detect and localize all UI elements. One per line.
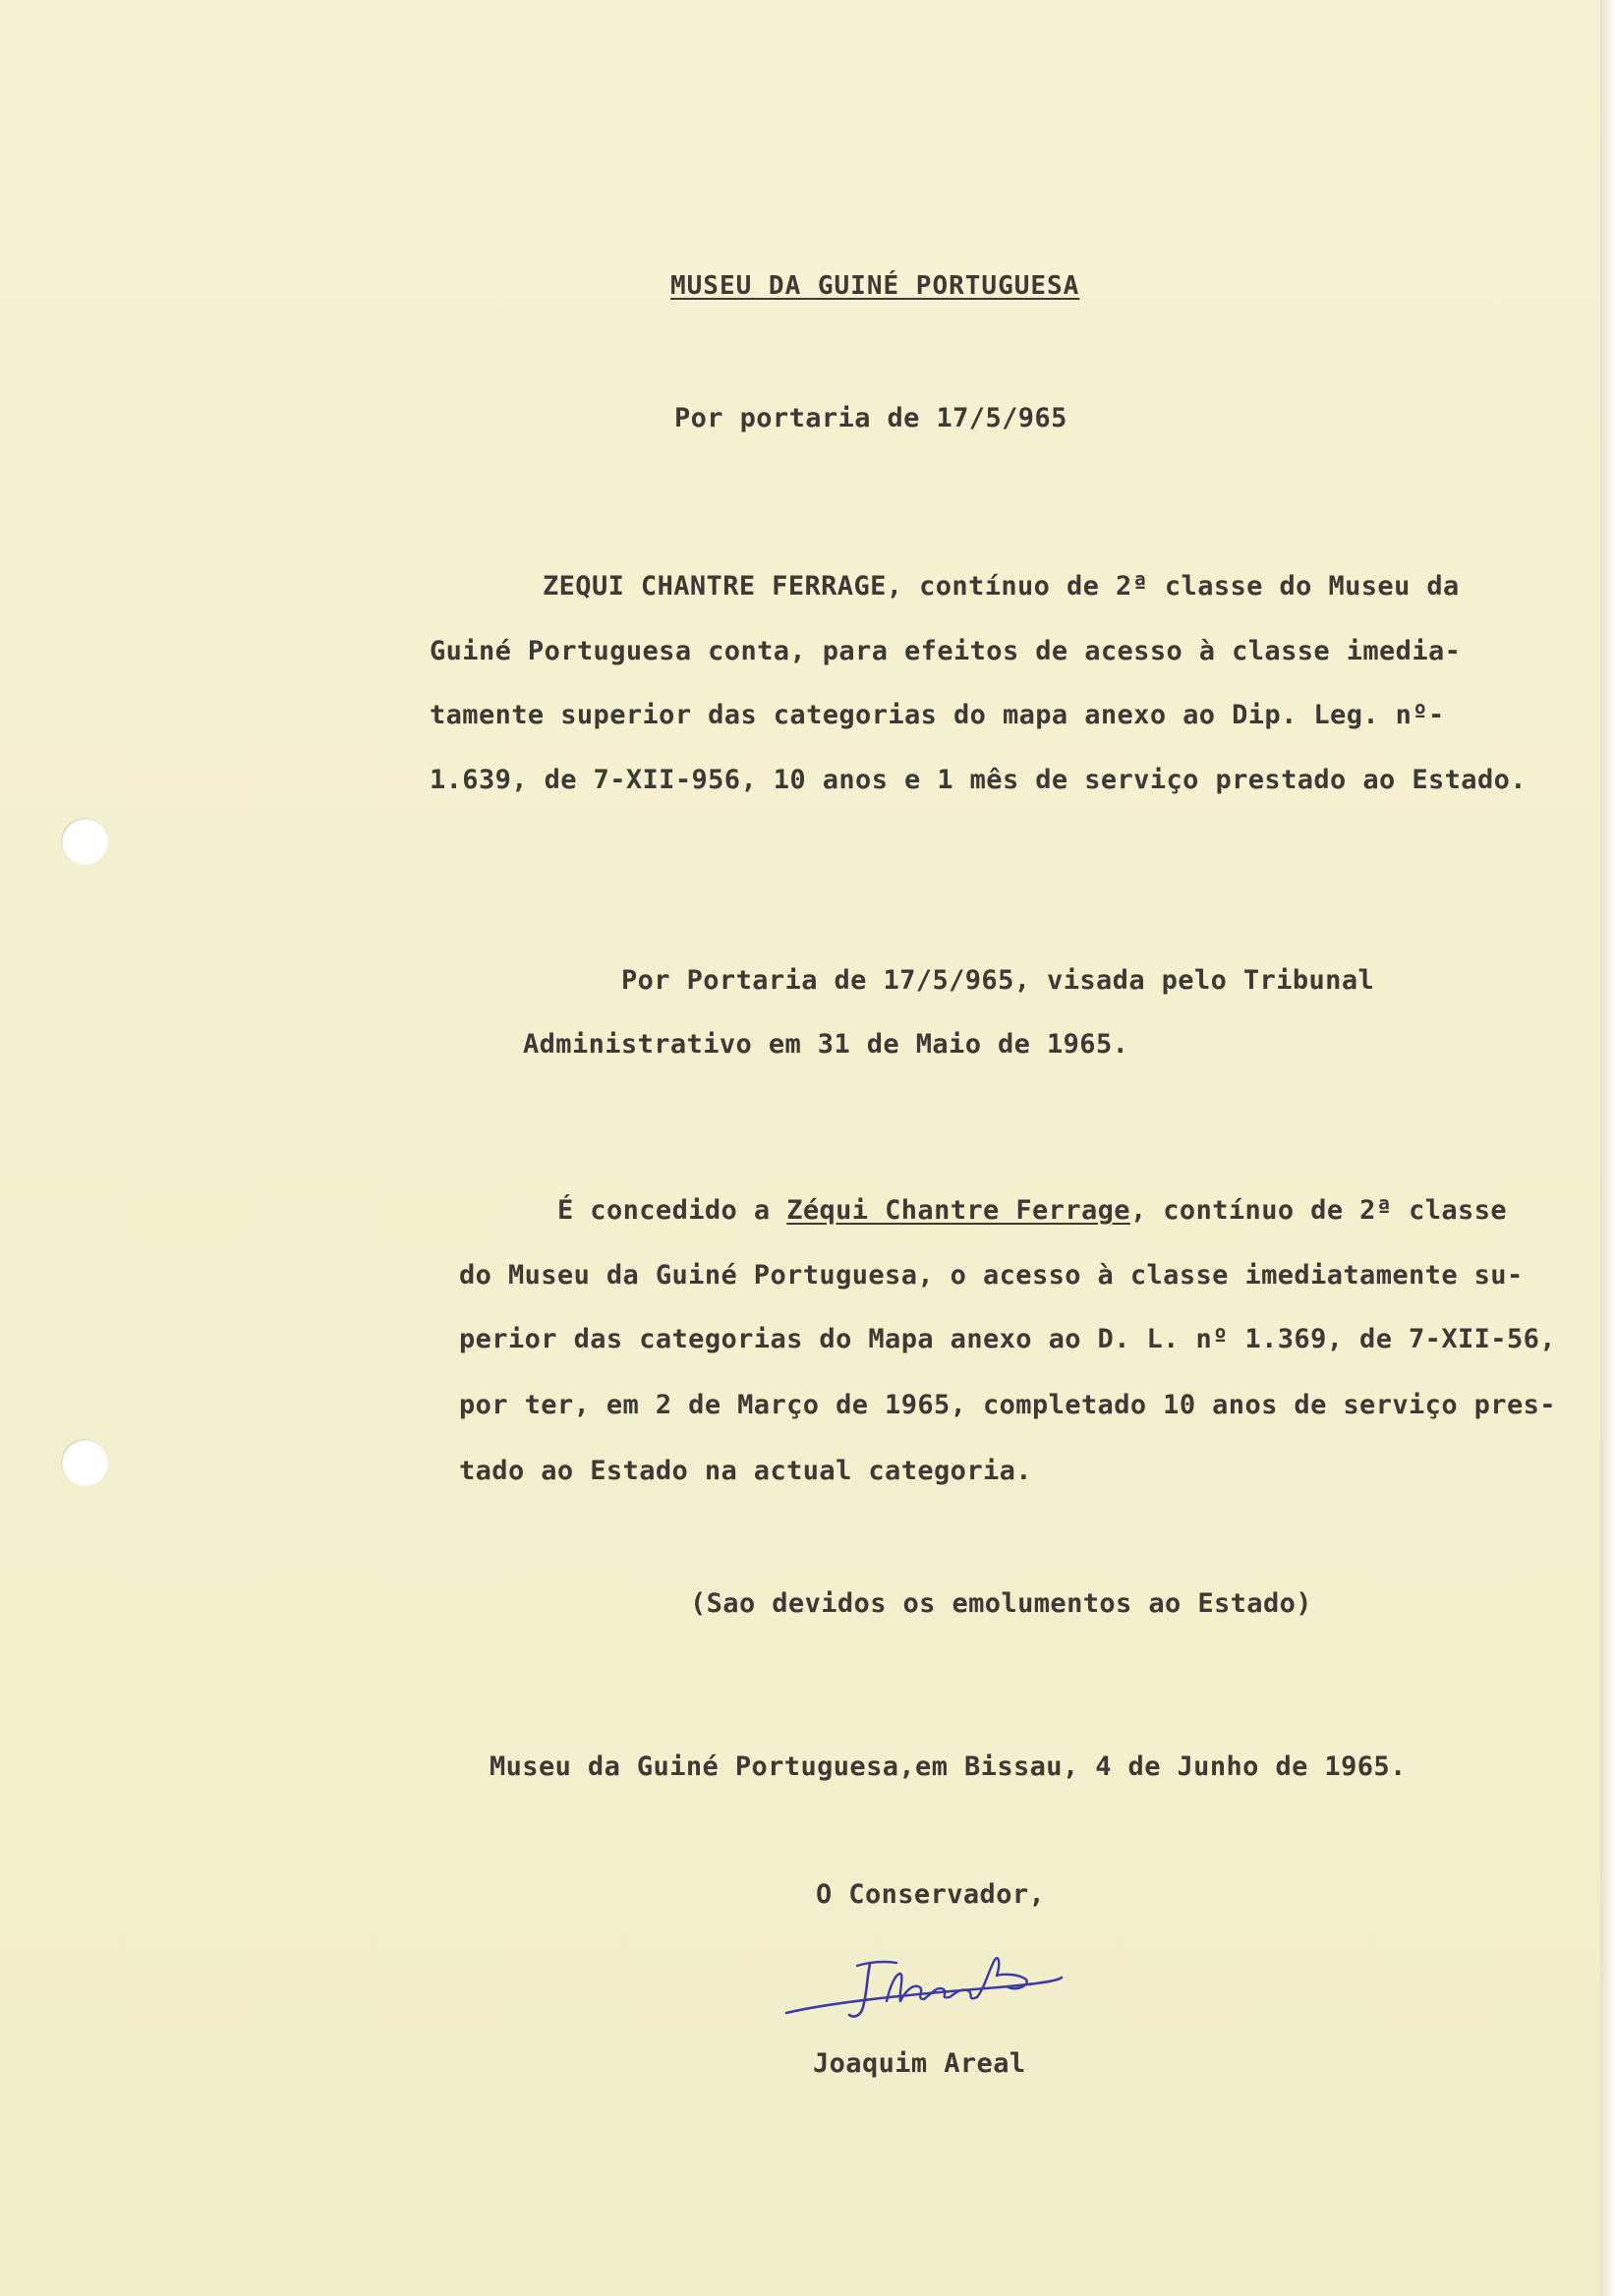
employee-name: Zéqui Chantre Ferrage xyxy=(786,1195,1130,1226)
portaria1-line-2: Guiné Portuguesa conta, para efeitos de acesso à classe imedia- xyxy=(430,636,1462,666)
portaria2-line-1 xyxy=(557,1180,1507,1241)
handwritten-signature xyxy=(777,1944,1081,2033)
portaria2-line-1-post: , contínuo de 2ª classe xyxy=(1129,1195,1508,1226)
signatory-name: Joaquim Areal xyxy=(813,2048,1026,2079)
portaria1-line-1: ZEQUI CHANTRE FERRAGE, contínuo de 2ª classe do Museu da xyxy=(543,571,1460,602)
portaria1-line-4: 1.639, de 7-XII-956, 10 anos e 1 mês de serviço prestado ao Estado. xyxy=(430,765,1527,795)
page-edge xyxy=(1600,0,1615,2296)
punch-hole-top xyxy=(61,818,108,865)
portaria2-heading-line-1: Por Portaria de 17/5/965, visada pelo Tribunal xyxy=(621,965,1375,996)
signatory-title: O Conservador, xyxy=(816,1879,1046,1910)
portaria2-line-2: do Museu da Guiné Portuguesa, o acesso à classe imediatamente su- xyxy=(459,1260,1524,1291)
emolumentos-note: (Sao devidos os emolumentos ao Estado) xyxy=(690,1588,1312,1619)
portaria1-line-3: tamente superior das categorias do mapa anexo ao Dip. Leg. nº- xyxy=(430,700,1445,730)
portaria2-line-4: por ter, em 2 de Março de 1965, completado 10 anos de serviço pres- xyxy=(459,1390,1556,1420)
portaria2-heading-line-2: Administrativo em 31 de Maio de 1965. xyxy=(523,1029,1129,1060)
place-date: Museu da Guiné Portuguesa,em Bissau, 4 de Junho de 1965. xyxy=(490,1751,1407,1782)
document-title: MUSEU DA GUINÉ PORTUGUESA xyxy=(670,271,1080,301)
portaria2-line-5: tado ao Estado na actual categoria. xyxy=(459,1456,1032,1486)
portaria1-heading: Por portaria de 17/5/965 xyxy=(674,403,1067,433)
punch-hole-bottom xyxy=(61,1439,108,1486)
portaria2-line-3: perior das categorias do Mapa anexo ao D. L. nº 1.369, de 7-XII-56, xyxy=(459,1324,1556,1354)
portaria2-line-1-pre: É concedido a xyxy=(557,1195,787,1226)
